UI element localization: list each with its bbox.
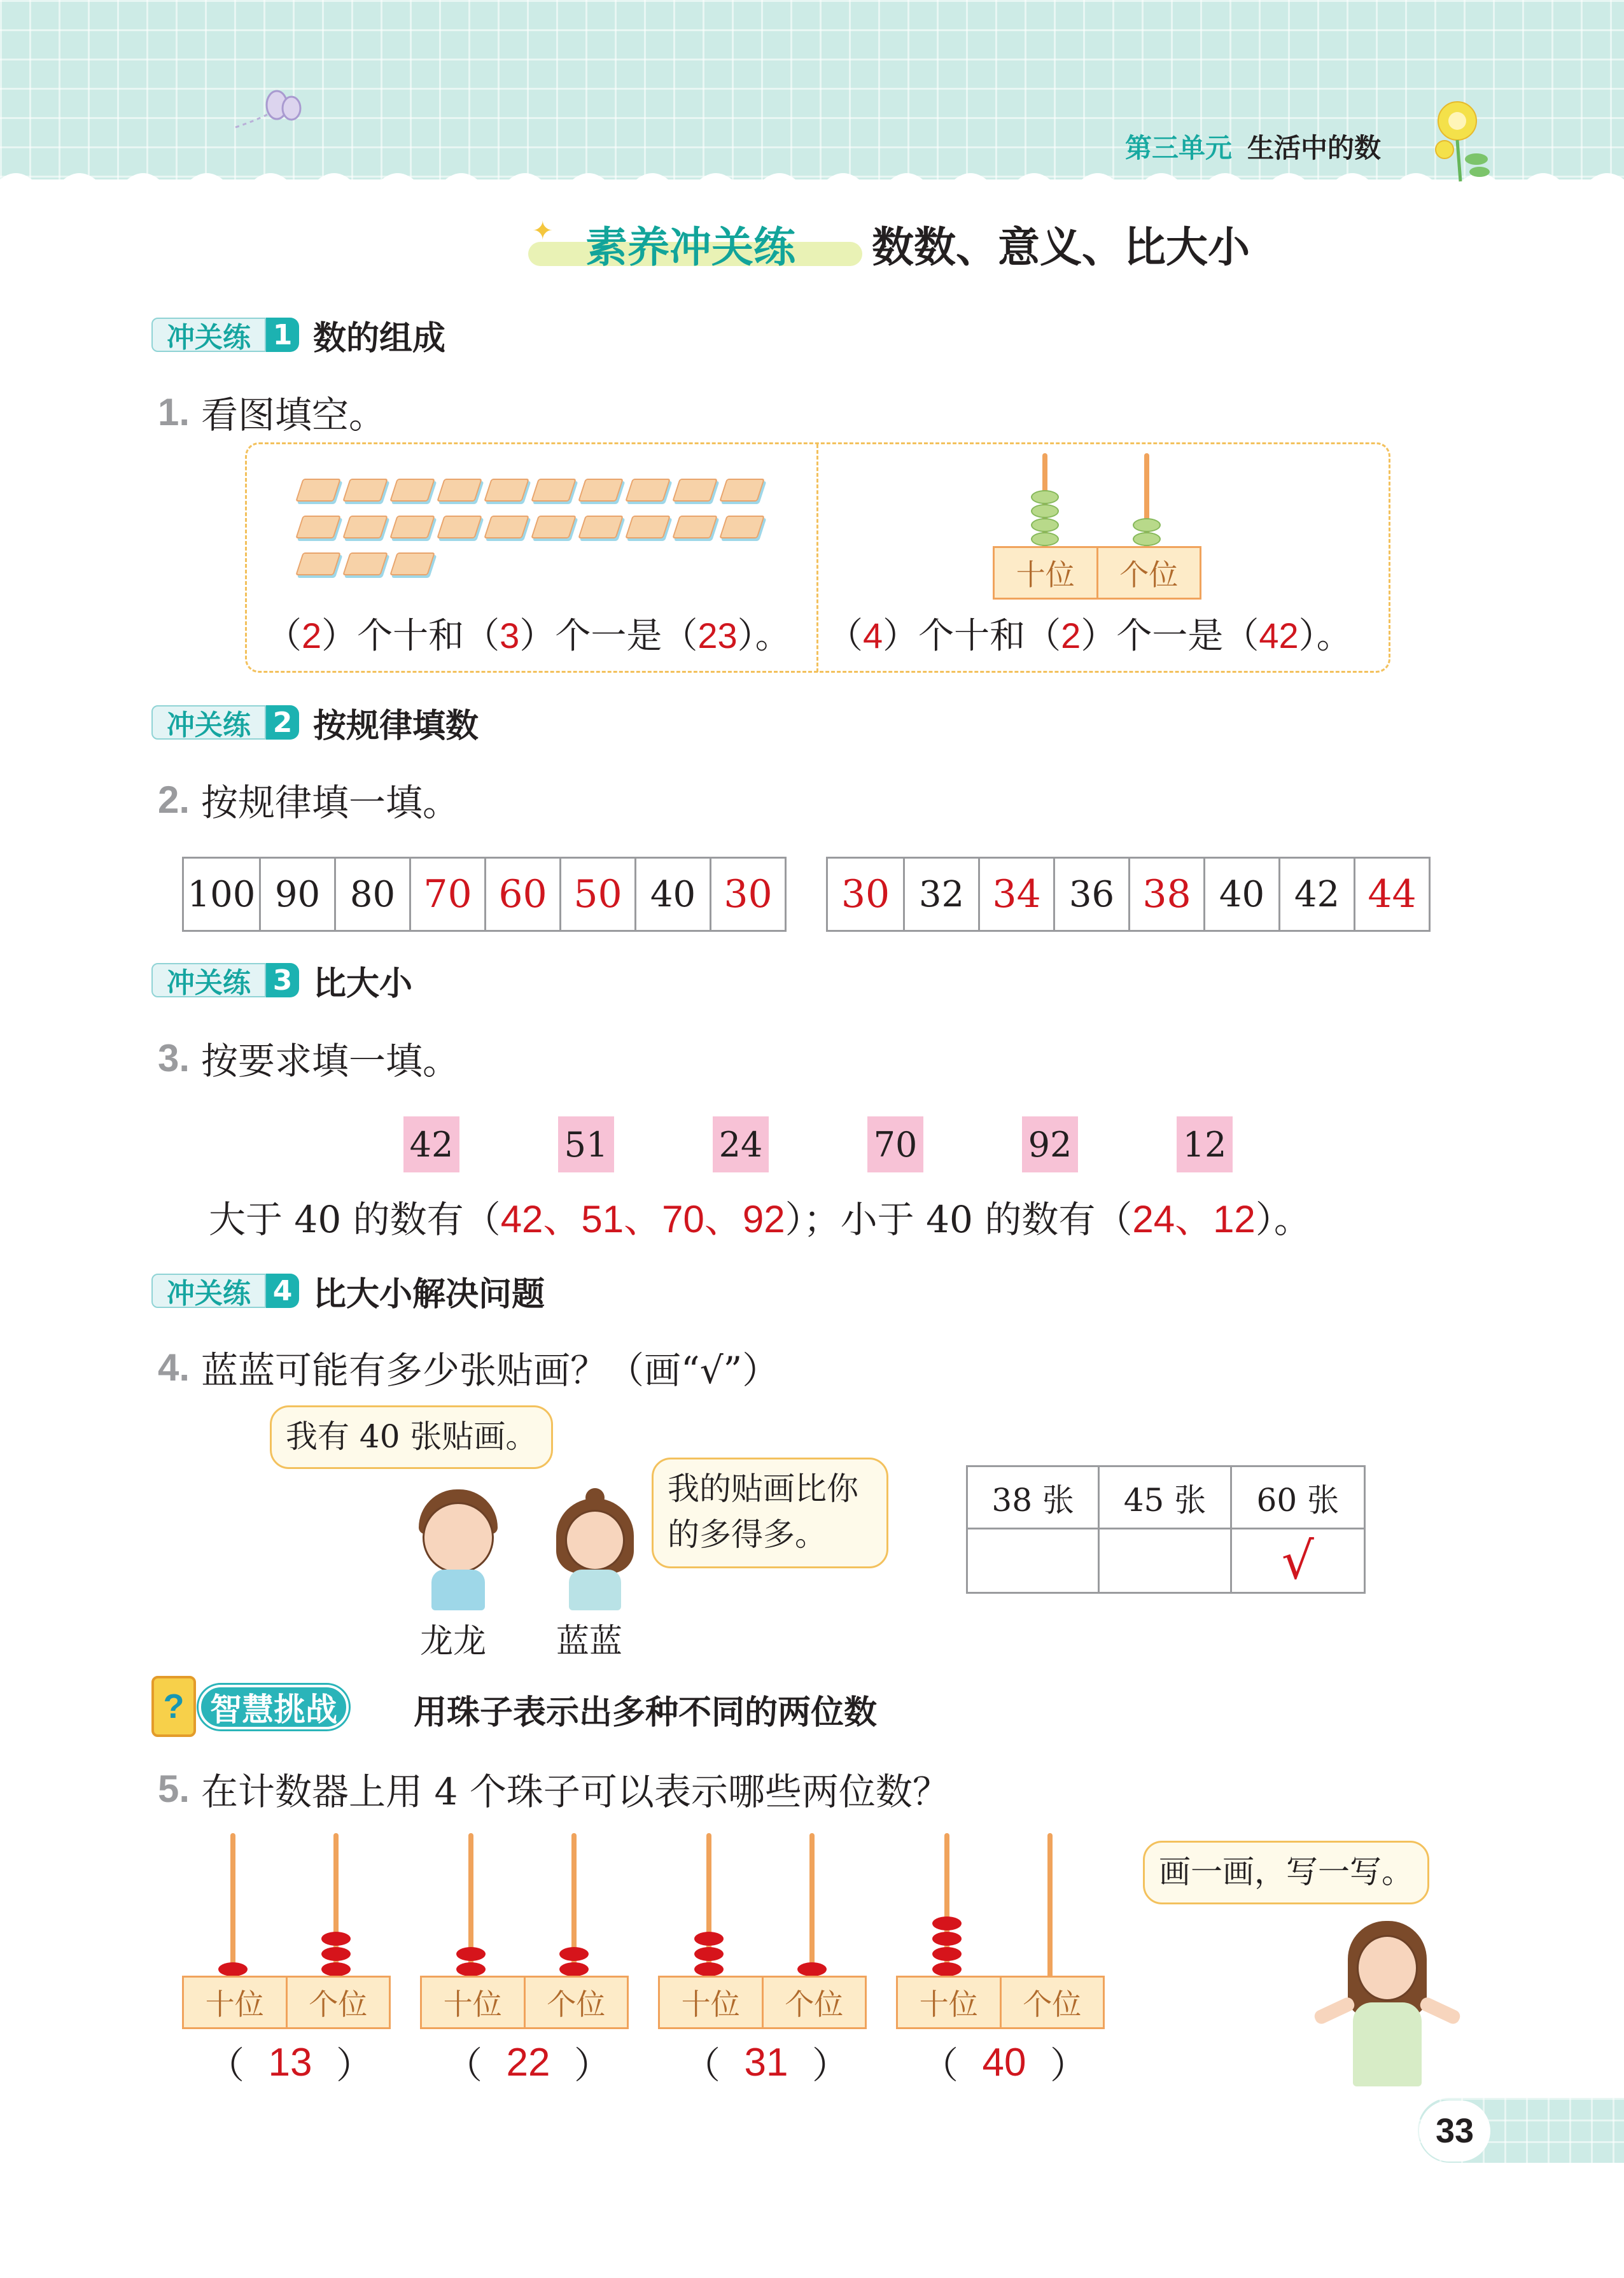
sequence-cell[interactable]: 70: [409, 859, 484, 930]
bead: [694, 1932, 724, 1946]
section-tag-number: 4: [266, 1274, 299, 1308]
number-card: 51: [558, 1116, 614, 1172]
section-tag-label: 冲关练: [151, 1274, 266, 1308]
question-number: 5.: [158, 1767, 190, 1810]
name-longlong: 龙龙: [420, 1622, 487, 1661]
tens-label: 十位: [443, 1987, 502, 2021]
stick-bundle: [295, 516, 341, 538]
tens-label: 十位: [919, 1987, 978, 2021]
sequence-cell[interactable]: 38: [1128, 859, 1203, 930]
q1-right-answer: [827, 608, 1352, 659]
stick-bundles: [299, 479, 783, 593]
section-tag-number: 2: [266, 705, 299, 740]
stick-bundle: [578, 516, 624, 538]
sequence-cell[interactable]: 30: [710, 859, 785, 930]
section-tag-text: 数的组成: [313, 319, 446, 358]
stick-bundle: [295, 479, 341, 502]
question-4: [158, 1340, 779, 1394]
bead: [456, 1962, 486, 1976]
butterfly-icon: [229, 83, 305, 134]
bead: [932, 1962, 962, 1976]
bead: [218, 1962, 248, 1976]
bead: [1133, 532, 1161, 546]
stick-bundle: [437, 479, 482, 502]
place-value-label: [420, 1976, 629, 2029]
tens-label: 十位: [681, 1987, 740, 2021]
sequence-cell: 42: [1278, 859, 1354, 930]
stick-bundle: [342, 516, 388, 538]
stick-bundle: [578, 479, 624, 502]
question-2: [158, 773, 459, 826]
section-tag-text: 比大小: [313, 964, 413, 1003]
choice-table: [966, 1465, 1366, 1594]
q3-text-part: 大于 40 的数有（: [209, 1198, 501, 1241]
answer-blank[interactable]: 23: [697, 615, 738, 656]
sequence-cell: 40: [634, 859, 710, 930]
q1-left-answer: [266, 608, 791, 659]
stick-bundle: [672, 516, 718, 538]
bead: [559, 1962, 589, 1976]
stick-bundle: [719, 479, 765, 502]
answer-line: [921, 2035, 1087, 2089]
section-tag-label: 冲关练: [151, 705, 266, 740]
paren: （: [445, 2044, 483, 2087]
stick-bundle: [484, 516, 529, 538]
stick-bundle: [389, 479, 435, 502]
stick-bundle: [437, 516, 482, 538]
place-value-label: [993, 546, 1201, 600]
bead: [1133, 518, 1161, 532]
stick-bundle: [342, 552, 388, 575]
bead: [559, 1947, 589, 1961]
section-tag-label: 冲关练: [151, 963, 266, 997]
challenge-text: 用珠子表示出多种不同的两位数: [414, 1694, 878, 1732]
boy-character: [414, 1489, 503, 1610]
question-number: 2.: [158, 778, 190, 821]
page-title-right: 数数、意义、比大小: [872, 223, 1250, 272]
paren: （: [207, 2044, 245, 2087]
sequence-cell[interactable]: 50: [559, 859, 634, 930]
answer-blank[interactable]: 2: [1061, 615, 1081, 656]
speech-bubble-longlong: 我有 40 张贴画。: [270, 1405, 553, 1469]
sequence-cell: 80: [334, 859, 409, 930]
choice-header: 60 张: [1232, 1467, 1364, 1529]
stick-bundle: [531, 479, 577, 502]
question-text: 蓝蓝可能有多少张贴画？（画“√”）: [201, 1349, 780, 1392]
stick-bundle: [484, 479, 529, 502]
question-number: 4.: [158, 1346, 190, 1389]
ones-label: 个位: [524, 1978, 627, 2027]
stick-bundle: [389, 552, 435, 575]
paren: ）。: [1298, 615, 1352, 657]
bead: [321, 1947, 351, 1961]
sequence-cell[interactable]: 44: [1354, 859, 1429, 930]
number-card: 24: [713, 1116, 769, 1172]
answer-line: [445, 2035, 611, 2089]
section-tag-1: [151, 317, 446, 358]
paren: （: [266, 615, 302, 657]
bead: [321, 1962, 351, 1976]
girl-character: [554, 1496, 636, 1610]
q3-text-part: ）。: [1255, 1198, 1311, 1241]
sequence-cell[interactable]: 30: [841, 872, 890, 917]
q1-text-part: ）个一是（: [1081, 615, 1259, 657]
section-tag-3: [151, 962, 413, 1003]
sequence-cell: 100: [187, 873, 256, 915]
number-card: 92: [1022, 1116, 1078, 1172]
name-lanlan: 蓝蓝: [556, 1622, 623, 1661]
bead: [321, 1932, 351, 1946]
q1-text-part: ）个一是（: [519, 615, 698, 657]
question-number: 3.: [158, 1036, 190, 1079]
bead: [932, 1947, 962, 1961]
bead: [1031, 532, 1059, 546]
answer-blank[interactable]: 2: [302, 615, 322, 656]
paren: ）。: [737, 615, 791, 657]
page-title-left: 素养冲关练: [585, 223, 795, 272]
paren: ）: [335, 2044, 373, 2087]
unit-title: 第三单元: [1125, 132, 1233, 164]
answer-blank[interactable]: 22: [506, 2040, 550, 2085]
paren: ）: [811, 2044, 849, 2087]
question-3: [158, 1031, 459, 1085]
tens-label: 十位: [1016, 558, 1075, 592]
paren: ）: [573, 2044, 611, 2087]
q1-divider: [816, 444, 818, 672]
challenge-badge: [151, 1671, 381, 1741]
ones-label: 个位: [1000, 1978, 1103, 2027]
answer-blank[interactable]: 13: [268, 2040, 312, 2085]
bead: [1031, 518, 1059, 532]
question-1: [158, 385, 386, 439]
bubble-line: 的多得多。: [668, 1516, 827, 1553]
sequence-cell[interactable]: 60: [484, 859, 559, 930]
header-wave: [0, 167, 1624, 192]
sequence-table-2: [826, 857, 1431, 932]
stick-bundle: [389, 516, 435, 538]
answer-blank[interactable]: 42、51、70、92: [500, 1198, 785, 1241]
answer-line: [207, 2035, 373, 2089]
q1-text-part: ）个十和（: [883, 615, 1061, 657]
stick-bundle: [719, 516, 765, 538]
choice-header: 45 张: [1100, 1467, 1231, 1529]
section-tag-4: [151, 1273, 545, 1314]
q1-text-part: ）个十和（: [321, 615, 500, 657]
place-value-label: [182, 1976, 391, 2029]
stick-bundle: [342, 479, 388, 502]
speech-bubble-teacher: 画一画，写一写。: [1143, 1841, 1429, 1904]
sparkle-icon: ✦: [532, 216, 554, 246]
speech-bubble-lanlan: [652, 1458, 888, 1568]
bead: [797, 1962, 827, 1976]
choice-cell[interactable]: [968, 1529, 1100, 1592]
bead: [1031, 504, 1059, 518]
ones-label: 个位: [762, 1978, 865, 2027]
place-value-label: [658, 1976, 867, 2029]
stick-bundle: [672, 479, 718, 502]
choice-header: 38 张: [968, 1467, 1100, 1529]
bead: [932, 1932, 962, 1946]
number-cards: [403, 1116, 1233, 1172]
section-tag-number: 1: [266, 318, 299, 352]
stick-bundle: [531, 516, 577, 538]
paren: （: [683, 2044, 721, 2087]
green-beads-ones: [1133, 518, 1161, 546]
sequence-table-1: [182, 857, 787, 932]
paren: ）: [1049, 2044, 1087, 2087]
sequence-cell: 36: [1053, 859, 1128, 930]
section-tag-2: [151, 705, 479, 745]
section-tag-text: 按规律填数: [313, 707, 479, 745]
number-card: 70: [867, 1116, 923, 1172]
sequence-cell[interactable]: 34: [978, 859, 1053, 930]
choice-cell[interactable]: [1100, 1529, 1231, 1592]
bubble-line: 我的贴画比你: [668, 1470, 858, 1507]
unit-subtitle: 生活中的数: [1247, 132, 1382, 164]
stick-bundle: [625, 479, 671, 502]
bead: [694, 1962, 724, 1976]
number-card: 12: [1177, 1116, 1233, 1172]
teacher-character: [1311, 1921, 1464, 2086]
answer-blank[interactable]: 40: [982, 2040, 1026, 2085]
answer-blank[interactable]: 42: [1259, 615, 1299, 656]
ones-label: 个位: [1096, 548, 1200, 598]
section-tag-label: 冲关练: [151, 318, 266, 352]
paren: （: [827, 615, 863, 657]
number-card: 42: [403, 1116, 459, 1172]
answer-line: [683, 2035, 849, 2089]
challenge-label: 智慧挑战: [199, 1685, 349, 1729]
q3-text-part: ）；小于 40 的数有（: [785, 1198, 1133, 1241]
bead: [1031, 490, 1059, 504]
answer-blank[interactable]: 3: [500, 615, 520, 656]
page-number: 33: [1419, 2100, 1490, 2162]
place-value-label: [896, 1976, 1105, 2029]
answer-blank[interactable]: 4: [863, 615, 883, 656]
bead: [932, 1916, 962, 1930]
q3-sentence: [209, 1189, 1311, 1244]
question-book-icon: ?: [151, 1676, 196, 1737]
question-number: 1.: [158, 390, 190, 433]
section-tag-text: 比大小解决问题: [313, 1275, 545, 1314]
bead: [694, 1947, 724, 1961]
ones-label: 个位: [286, 1978, 389, 2027]
question-5: [158, 1762, 949, 1815]
sequence-cell: 32: [903, 859, 978, 930]
stick-bundle: [625, 516, 671, 538]
question-text: 看图填空。: [201, 393, 386, 437]
question-text: 在计数器上用 4 个珠子可以表示哪些两位数？: [201, 1770, 949, 1813]
green-beads-tens: [1031, 490, 1059, 546]
abacus-rod-ones: [1047, 1833, 1053, 1986]
question-text: 按要求填一填。: [201, 1039, 460, 1083]
flower-icon: [1425, 95, 1502, 185]
answer-blank[interactable]: 31: [744, 2040, 788, 2085]
section-tag-number: 3: [266, 963, 299, 997]
checkmark[interactable]: √: [1281, 1531, 1314, 1591]
tens-label: 十位: [205, 1987, 264, 2021]
sequence-cell: 90: [259, 859, 334, 930]
answer-blank[interactable]: 24、12: [1132, 1198, 1256, 1241]
question-text: 按规律填一填。: [201, 781, 460, 824]
bead: [456, 1947, 486, 1961]
stick-bundle: [295, 552, 341, 575]
paren: （: [921, 2044, 959, 2087]
sequence-cell: 40: [1203, 859, 1278, 930]
